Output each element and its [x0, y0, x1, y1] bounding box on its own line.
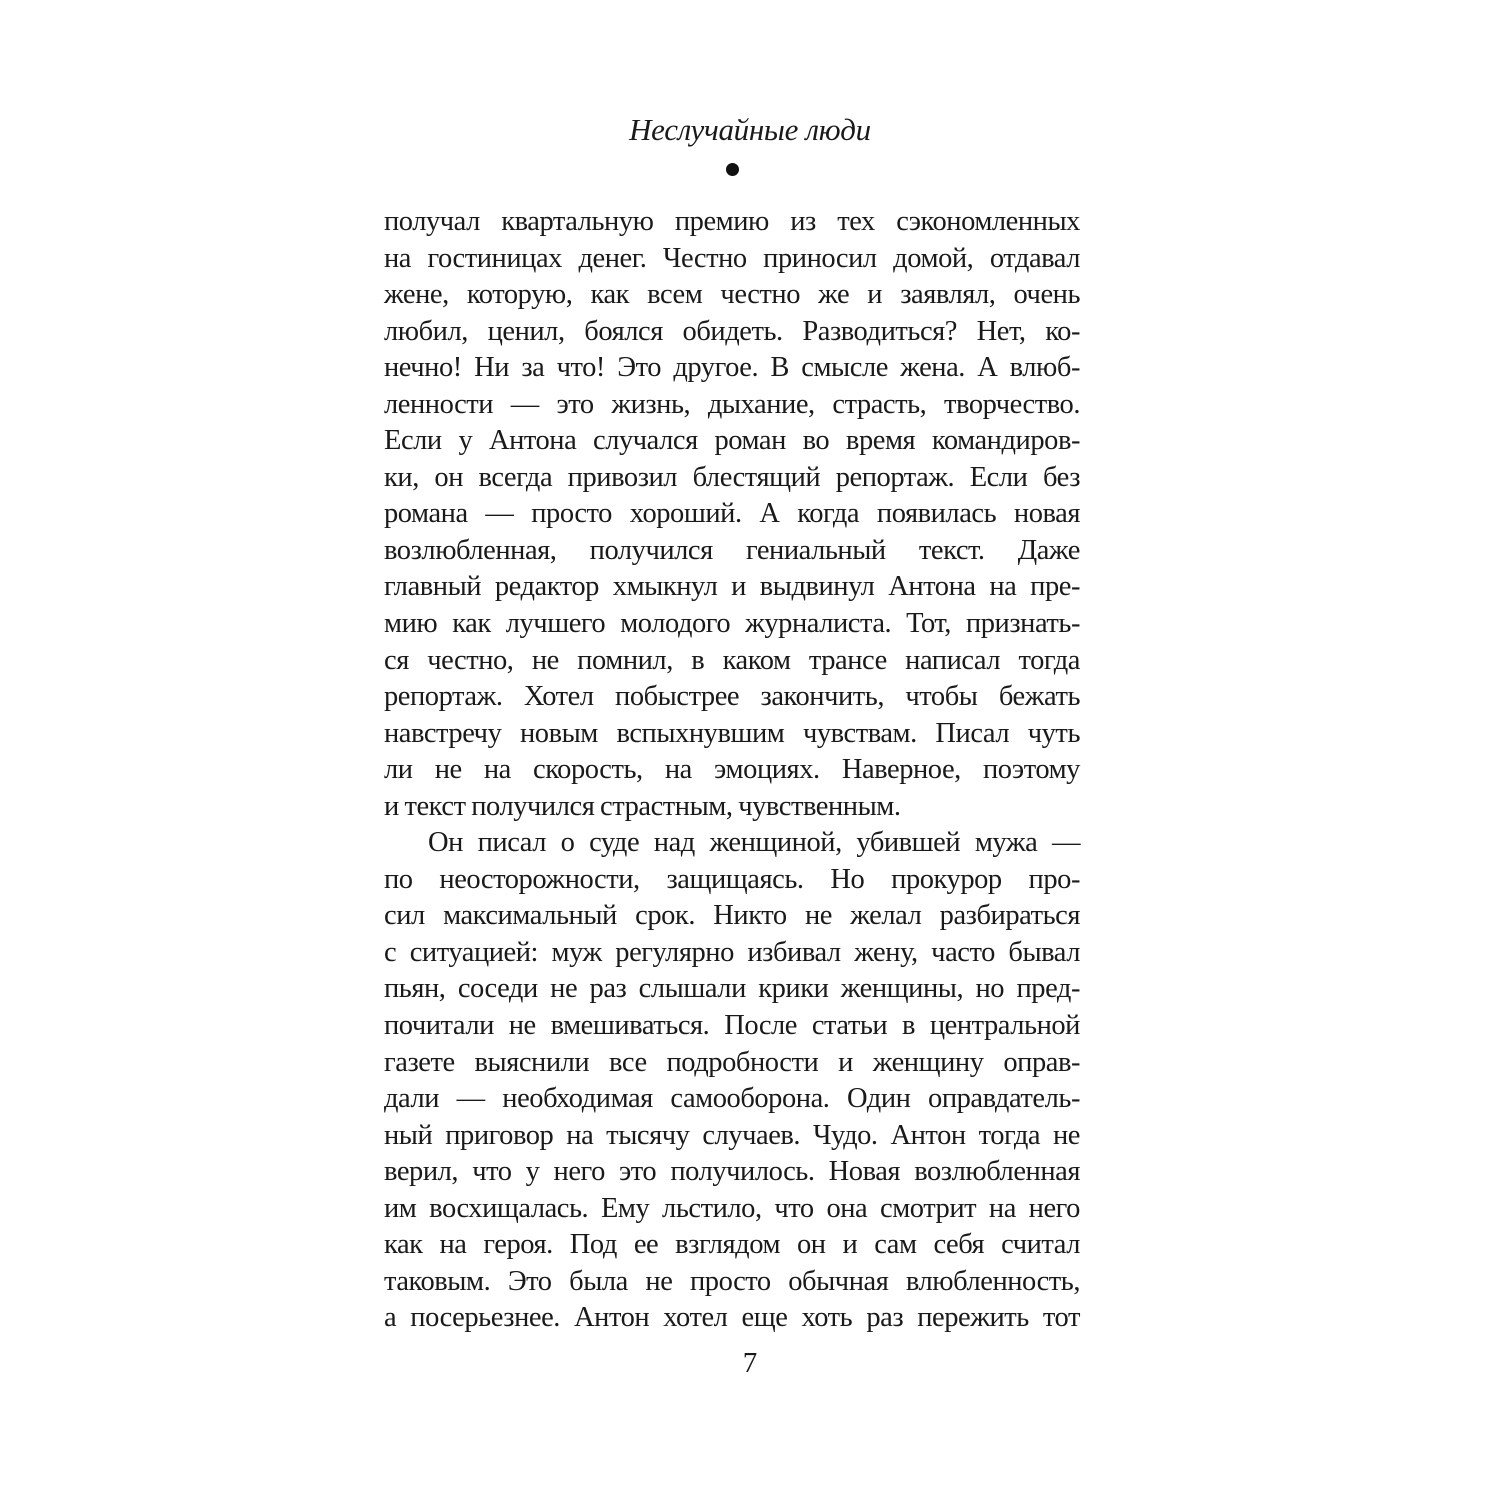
bullet-ornament-icon [726, 163, 739, 176]
text-line: возлюбленная, получился гениальный текст. Даже [384, 534, 1080, 566]
text-line: навстречу новым вспыхнувшим чувствам. Писал чуть [384, 717, 1080, 749]
text-line: любил, ценил, боялся обидеть. Разводиться? Нет, ко- [384, 315, 1080, 347]
text-line: жене, которую, как всем честно же и заявлял, очень [384, 279, 1080, 311]
body-text [384, 204, 1080, 1337]
text-line: ленности — это жизнь, дыхание, страсть, творчество. [384, 388, 1080, 420]
text-line: на гостиницах денег. Честно приносил домой, отдавал [384, 242, 1080, 274]
text-line: газете выяснили все подробности и женщину оправ- [384, 1046, 1080, 1078]
text-line: ки, он всегда привозил блестящий репортаж. Если без [384, 461, 1080, 493]
text-line: ный приговор на тысячу случаев. Чудо. Антон тогда не [384, 1119, 1080, 1151]
text-line: репортаж. Хотел побыстрее закончить, чтобы бежать [384, 681, 1080, 713]
text-line: и текст получился страстным, чувственным. [384, 790, 901, 822]
text-line: ся честно, не помнил, в каком трансе написал тогда [384, 644, 1080, 676]
text-line: пьян, соседи не раз слышали крики женщины, но пред- [384, 973, 1080, 1005]
text-line: верил, что у него это получилось. Новая возлюбленная [384, 1156, 1080, 1188]
text-line: почитали не вмешиваться. После статьи в центральной [384, 1010, 1080, 1042]
text-line-paragraph-start: Он писал о суде над женщиной, убившей мужа — [428, 827, 1080, 859]
text-line: главный редактор хмыкнул и выдвинул Антона на пре- [384, 571, 1080, 603]
running-head-title: Неслучайные люди [629, 112, 871, 147]
text-line: с ситуацией: муж регулярно избивал жену, часто бывал [384, 936, 1080, 968]
text-line: как на героя. Под ее взглядом он и сам себя считал [384, 1229, 1080, 1261]
text-line: романа — просто хороший. А когда появилась новая [384, 498, 1080, 530]
text-line: нечно! Ни за что! Это другое. В смысле жена. А влюб- [384, 352, 1080, 384]
text-line: Если у Антона случался роман во время командиров- [384, 425, 1080, 457]
text-line: им восхищалась. Ему льстило, что она смотрит на него [384, 1192, 1080, 1224]
text-line: а посерьезнее. Антон хотел еще хоть раз пережить тот [384, 1302, 1080, 1334]
text-line: получал квартальную премию из тех сэкономленных [384, 206, 1080, 237]
text-line: ли не на скорость, на эмоциях. Наверное, поэтому [384, 754, 1080, 786]
text-line: по неосторожности, защищаясь. Но прокурор про- [384, 863, 1080, 895]
page-number: 7 [742, 1347, 758, 1379]
text-line: мию как лучшего молодого журналиста. Тот, признать- [384, 608, 1080, 640]
text-line: дали — необходимая самооборона. Один оправдатель- [384, 1083, 1080, 1115]
text-line: таковым. Это была не просто обычная влюбленность, [384, 1265, 1080, 1297]
text-line: сил максимальный срок. Никто не желал разбираться [384, 900, 1080, 932]
